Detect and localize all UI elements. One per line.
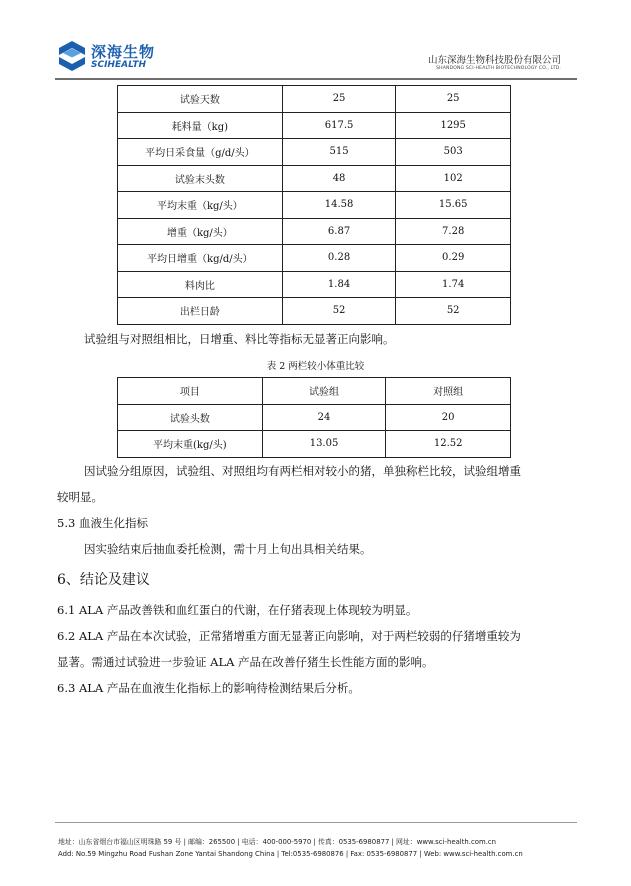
table-row — [118, 112, 511, 139]
table-row — [118, 165, 511, 192]
footer-address-en: Add: No.59 Mingzhu Road Fushan Zone Yantai Shandong China | Tel:0535-6980876 | Fax: 0535-6980877 | Web: www.sci-health.com.cn — [58, 850, 523, 858]
table-row — [118, 271, 511, 298]
table-cell: 平均日采食量（g/d/头） — [118, 139, 283, 166]
table-cell: 0.28 — [282, 245, 396, 272]
table-cell: 12.52 — [386, 431, 511, 458]
table-row — [118, 139, 511, 166]
trial-results-table — [117, 85, 511, 325]
table2-caption: 表 2 两栏较小体重比较 — [266, 361, 365, 372]
table-cell: 6.87 — [282, 218, 396, 245]
table-cell: 515 — [282, 139, 396, 166]
conclusion-6-3: 6.3 ALA 产品在血液生化指标上的影响待检测结果后分析。 — [57, 681, 360, 695]
table-cell: 0.29 — [396, 245, 511, 272]
table-cell: 25 — [396, 86, 511, 113]
table-cell: 耗料量（kg) — [118, 112, 283, 139]
table-cell: 14.58 — [282, 192, 396, 219]
table-cell: 增重（kg/头） — [118, 218, 283, 245]
footer-divider — [55, 822, 577, 823]
table-cell: 52 — [282, 298, 396, 325]
table-cell: 出栏日龄 — [118, 298, 283, 325]
logo-chinese-name: 深海生物 — [91, 43, 156, 61]
table-row — [118, 86, 511, 113]
page-header — [0, 0, 631, 80]
header-divider — [55, 78, 577, 80]
table-cell: 617.5 — [282, 112, 396, 139]
table-cell: 25 — [282, 86, 396, 113]
footer-address-cn: 地址：山东省烟台市福山区明珠路 59 号 | 邮编：265500 | 电话：400-000-5970 | 传真：0535-6980877 | 网址：www.sci-health.com.cn — [58, 838, 497, 846]
small-weight-comparison-table — [117, 377, 511, 458]
table-row — [118, 404, 511, 431]
section-5-3-title: 5.3 血液生化指标 — [57, 516, 148, 530]
conclusion-6-2-line2: 显著。需通过试验进一步验证 ALA 产品在改善仔猪生长性能方面的影响。 — [57, 655, 434, 669]
table-cell: 1.74 — [396, 271, 511, 298]
table-row — [118, 431, 511, 458]
table-cell: 平均末重(kg/头) — [118, 431, 263, 458]
table-cell: 料肉比 — [118, 271, 283, 298]
conclusion-6-2-line1: 6.2 ALA 产品在本次试验，正常猪增重方面无显著正向影响，对于两栏较弱的仔猪增重较为 — [57, 629, 521, 643]
table-row — [118, 245, 511, 272]
table-cell: 1.84 — [282, 271, 396, 298]
paragraph-grouping-note-line2: 较明显。 — [57, 490, 103, 504]
table-cell: 1295 — [396, 112, 511, 139]
table-cell: 52 — [396, 298, 511, 325]
logo-english-name: SCIHEALTH — [91, 60, 146, 70]
table-cell: 试验头数 — [118, 404, 263, 431]
table-cell: 24 — [262, 404, 386, 431]
table-cell: 试验天数 — [118, 86, 283, 113]
table-header-row — [118, 378, 511, 405]
paragraph-grouping-note-line1: 因试验分组原因，试验组、对照组均有两栏相对较小的猪，单独称栏比较，试验组增重 — [84, 464, 521, 478]
table-cell: 平均末重（kg/头） — [118, 192, 283, 219]
paragraph-comparison-summary: 试验组与对照组相比，日增重、料比等指标无显著正向影响。 — [84, 332, 395, 346]
company-name-en: SHANDONG SCI-HEALTH BIOTECHNOLOGY CO., LTD. — [436, 66, 561, 71]
table-cell: 7.28 — [396, 218, 511, 245]
table-cell: 15.65 — [396, 192, 511, 219]
sci-health-logo-icon — [57, 40, 87, 72]
table-row — [118, 298, 511, 325]
table-cell: 试验末头数 — [118, 165, 283, 192]
table-cell: 102 — [396, 165, 511, 192]
conclusion-6-1: 6.1 ALA 产品改善铁和血红蛋白的代谢，在仔猪表现上体现较为明显。 — [57, 603, 418, 617]
table-cell: 48 — [282, 165, 396, 192]
section-5-3-text: 因实验结束后抽血委托检测，需十月上旬出具相关结果。 — [84, 542, 372, 556]
company-name-cn: 山东深海生物科技股份有限公司 — [427, 55, 561, 66]
company-logo — [57, 40, 177, 74]
table-header-cell: 试验组 — [262, 378, 386, 405]
table-cell: 503 — [396, 139, 511, 166]
table-header-cell: 对照组 — [386, 378, 511, 405]
table-row — [118, 192, 511, 219]
section-6-title: 6、结论及建议 — [57, 572, 150, 588]
table-header-cell: 项目 — [118, 378, 263, 405]
table-cell: 平均日增重（kg/d/头） — [118, 245, 283, 272]
table-row — [118, 218, 511, 245]
table-cell: 13.05 — [262, 431, 386, 458]
table-cell: 20 — [386, 404, 511, 431]
